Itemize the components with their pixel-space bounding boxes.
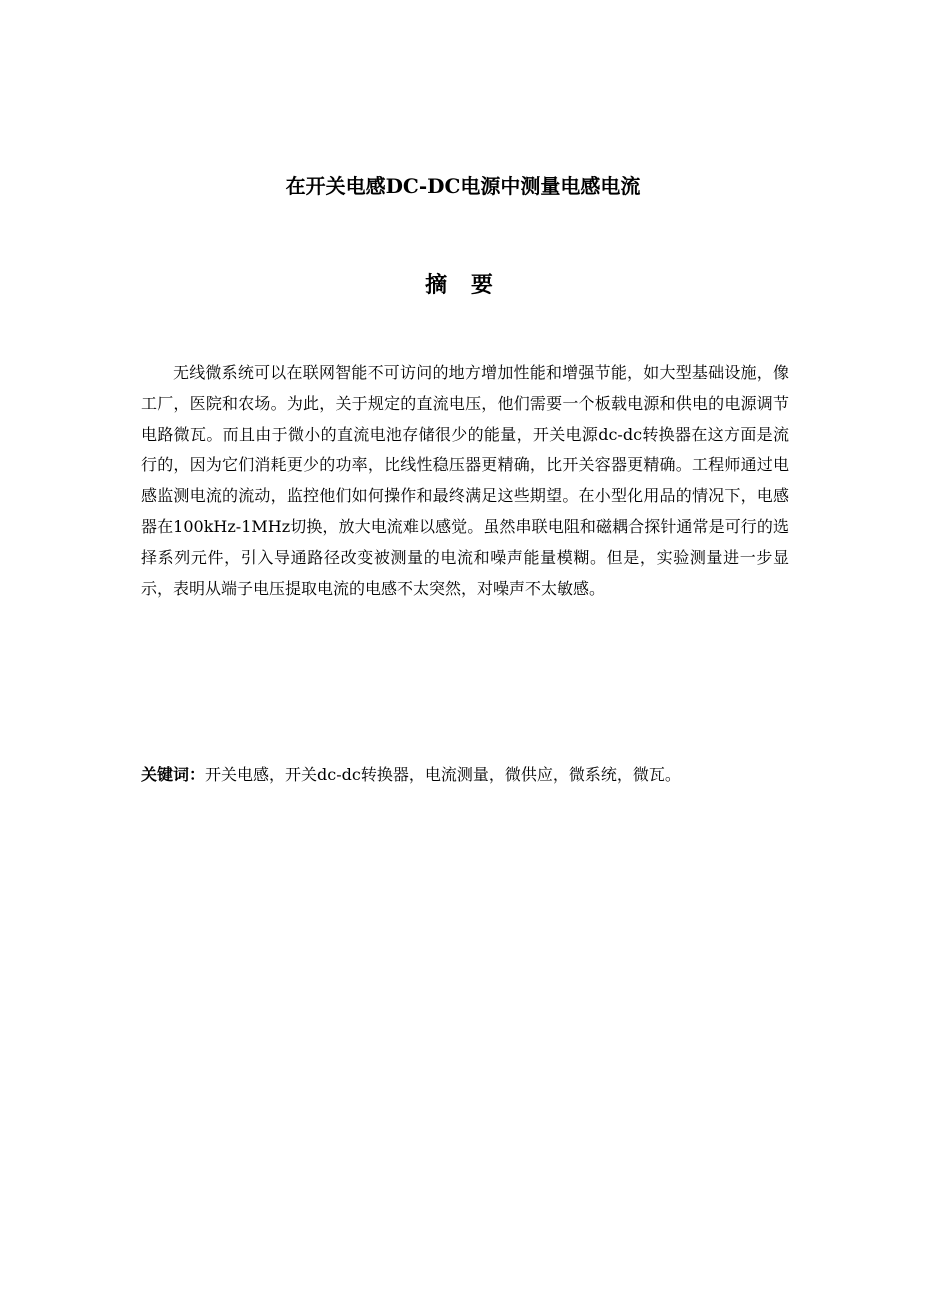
abstract-heading: 摘 要 [425,273,501,298]
keywords-line [141,761,791,789]
keywords-label: 关键词： [141,765,206,784]
keywords-text: 开关电感，开关dc-dc转换器，电流测量，微供应，微系统，微瓦。 [205,765,681,784]
abstract-body: 无线微系统可以在联网智能不可访问的地方增加性能和增强节能，如大型基础设施，像工厂，医院和农场。为此，关于规定的直流电压，他们需要一个板载电源和供电的电源调节电路微瓦。而且由于微小的直流电池存储很少的能量，开关电源dc-dc转换器在这方面是流行的，因为它们消耗更少的功率，比线性稳压器更精确，比开关容器更精确。工程师通过电感监测电流的流动，监控他们如何操作和最终满足这些期望。在小型化用品的情况下，电感器在100kHz-1MHz切换，放大电流难以感觉。虽然串联电阻和磁耦合探针通常是可行的选择系列元件，引入导通路径改变被测量的电流和噪声能量模糊。但是，实验测量进一步显示，表明从端子电压提取电流的电感不太突然，对噪声不太敏感。 [141,363,789,598]
document-title: 在开关电感DC-DC电源中测量电感电流 [285,174,641,198]
